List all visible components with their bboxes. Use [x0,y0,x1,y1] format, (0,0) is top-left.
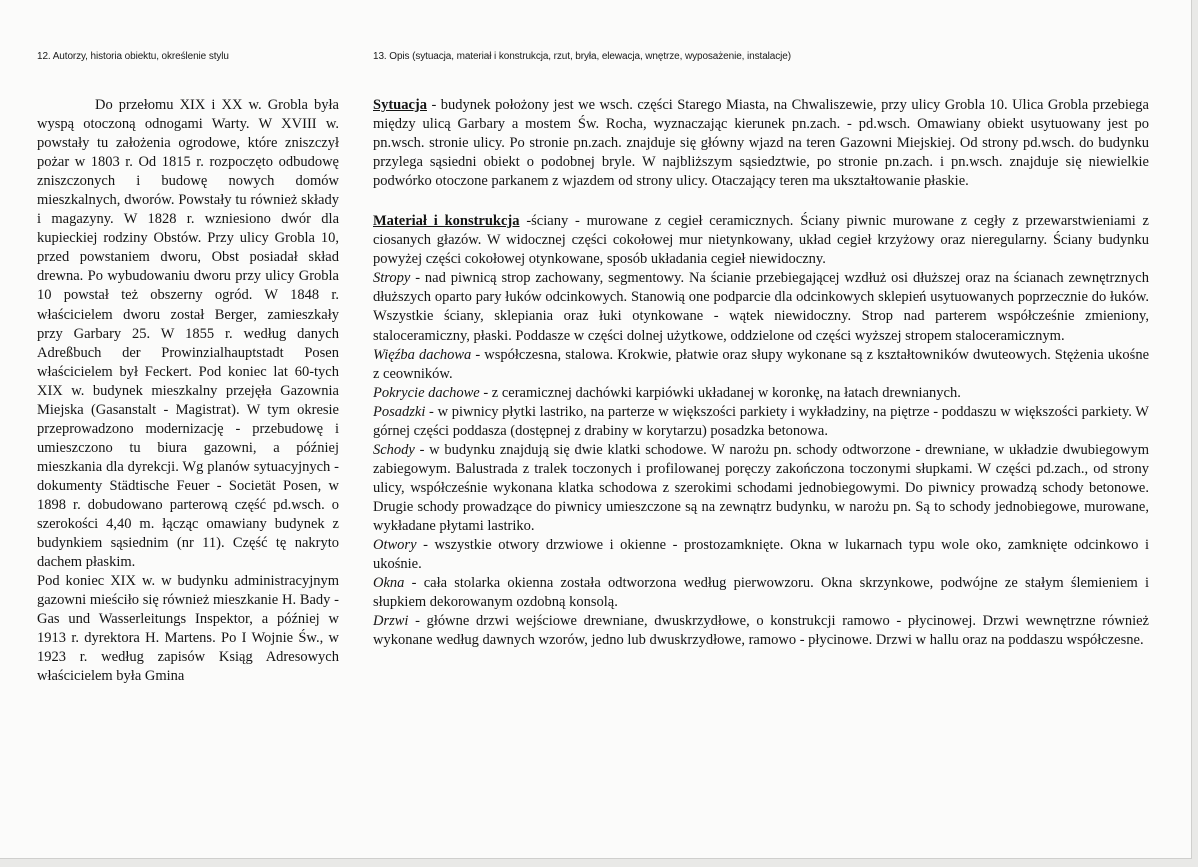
pokrycie-label: Pokrycie dachowe [373,384,480,401]
stropy-paragraph [373,269,1149,345]
drzwi-paragraph [373,612,1149,650]
okna-paragraph [373,574,1149,612]
okna-label: Okna [373,575,405,592]
history-paragraph-1: Do przełomu XIX i XX w. Grobla była wyspą otoczoną odnogami Warty. W XVIII w. powstały tu założenia ogrodowe, które zniszczył pożar w 1803 r. Od 1815 r. rozpoczęto odbudowę zniszczonych i budowę nowych domów mieszkalnych, dworów. Powstały tu również składy i magazyny. W 1828 r. wzniesiono dwór dla kupieckiej rodziny Obstów. Przy ulicy Grobla 10, przed powstaniem dworu, Obst posiadał skład drewna. Po wybudowaniu dworu przy ulicy Grobla 10 powstał też obszerny ogród. W 1848 r. właścicielem dworu został Berger, zamieszkały przy Garbary 25. W 1855 r. według danych Adreßbuch der Prowinzialhauptstadt Posen właścicielem był Feckert. Pod koniec lat 60-tych XIX w. budynek mieszkalny przejęła Gazownia Miejska (Gasanstalt - Magistrat). W tym okresie przeprowadzono modernizację - przebudowę i umieszczono tu biura gazowni, a później mieszkania dla dyrekcji. Wg planów sytuacyjnych - dokumenty Städtische Feuer - Societät Posen, w 1898 r. dobudowano parterową część pd.wsch. o szerokości 4,40 m. łącząc omawiany budynek z budynkiem sąsiednim (nr 11). Część tę nakryto dachem płaskim. [37,97,339,571]
schody-paragraph [373,441,1149,536]
sytuacja-text: - budynek położony jest we wsch. części Starego Miasta, na Chwaliszewie, przy ulicy Grobla 10. Ulica Grobla przebiega między ulicą Garbary a mostem Św. Rocha, wyznaczając kierunek pn.zach. - pd.wsch. Omawiany obiekt usytuowany jest po pn.wsch. stronie ulicy. Po stronie pn.zach. znajduje się główny wjazd na teren Gazowni Miejskiej. Od strony pd.wsch. do budynku przylega sąsiedni obiekt o podobnej bryle. W najbliższym sąsiedztwie, po stronie pn.zach. i pn.wsch. znajduje się niewielkie podwórko otoczone parkanem z wjazdem od strony ulicy. Otaczający teren ma ukształtowanie płaskie. [373,97,1149,190]
otwory-label: Otwory [373,537,417,554]
wiezba-label: Więźba dachowa [373,346,472,363]
section-12-header: 12. Autorzy, historia obiektu, określenie stylu [37,51,229,62]
schody-label: Schody [373,441,415,458]
material-heading: Materiał i konstrukcja [373,213,520,230]
material-text: -ściany - murowane z cegieł ceramicznych. Ściany piwnic murowane z cegły z przewarstwieniami z ciosanych głazów. W widocznej części cokołowej mur nietynkowany, układ cegieł krzyżowy oraz nieregularny. Ściany budynku powyżej części cokołowej otynkowane, sposób układania cegieł niewidoczny. [373,213,1149,268]
sytuacja-heading: Sytuacja [373,97,427,113]
schody-text: - w budynku znajdują się dwie klatki schodowe. W narożu pn. schody odtworzone - drewniane, w układzie dwubiegowym zabiegowym. Balustrada z tralek toczonych i profilowanej poręczy zakończona toczonymi słupkami. W części pd.zach., od strony ulicy, współcześnie wykonana klatka schodowa z szerokimi schodami jednobiegowymi. Do piwnicy prowadzą schody betonowe. Drugie schody prowadzące do piwnicy umieszczone są na zewnątrz budynku, w narożu pn. Są to schody jednobiegowe, murowane, wykładane płytami lastriko. [373,441,1149,534]
posadzki-label: Posadzki [373,403,426,420]
stropy-label: Stropy [373,270,411,287]
posadzki-text: - w piwnicy płytki lastriko, na parterze w większości parkiety i wykładziny, na piętrze - poddaszu w większości parkiety. W górnej części poddasza (dostępnej z drabiny w korytarzu) posadzka betonowa. [373,403,1149,439]
sytuacja-paragraph [373,96,1149,191]
drzwi-label: Drzwi [373,613,409,630]
description-column [373,96,1149,650]
wiezba-paragraph [373,346,1149,384]
history-paragraph-2: Pod koniec XIX w. w budynku administracyjnym gazowni mieściło się również mieszkanie H. Bady - Gas und Wasserleitungs Inspektor, a później w 1913 r. dyrektora H. Martens. Po I Wojnie Św., w 1923 r. według zapisów Ksiąg Adresowych właścicielem była Gmina [37,573,339,685]
pokrycie-text: - z ceramicznej dachówki karpiówki układanej w koronkę, na łatach drewnianych. [479,384,961,401]
history-column [37,96,339,686]
drzwi-text: - główne drzwi wejściowe drewniane, dwuskrzydłowe, o konstrukcji ramowo - płycinowej. Drzwi wewnętrzne również wykonane według dawnych wzorów, jedno lub dwuskrzydłowe, ramowo - płycinowe. Drzwi w hallu oraz na poddaszu współczesne. [373,613,1149,649]
okna-text: - cała stolarka okienna została odtworzona według pierwowzoru. Okna skrzynkowe, podwójne ze stałym ślemieniem i słupkiem dekorowanym ozdobną konsolą. [373,575,1149,611]
otwory-text: - wszystkie otwory drzwiowe i okienne - prostozamknięte. Okna w lukarnach typu wole oko, zamknięte odcinkowo i ukośnie. [373,537,1149,573]
posadzki-paragraph [373,403,1149,441]
section-13-header: 13. Opis (sytuacja, materiał i konstrukcja, rzut, bryła, elewacja, wnętrze, wyposażenie, instalacje) [373,51,791,62]
material-paragraph [373,212,1149,269]
wiezba-text: - współczesna, stalowa. Krokwie, płatwie oraz słupy wykonane są z kształtowników dwuteowych. Stężenia ukośne z ceowników. [373,346,1150,382]
otwory-paragraph [373,536,1149,574]
pokrycie-paragraph [373,384,1149,403]
stropy-text: - nad piwnicą strop zachowany, segmentowy. Na ścianie przebiegającej wzdłuż osi dłuższej oraz na ścianach zewnętrznych dłuższych oparto pary łuków odcinkowych. Stanowią one podparcie dla odcinkowych sklepień usytuowanych poprzecznie do łuków. Wszystkie ściany, sklepiania oraz łuki otynkowane - wątek niewidoczny. Strop nad parterem współcześnie zmieniony, staloceramiczny, płaski. Poddasze w części dolnej użytkowe, oddzielone od części wyższej stropem staloceramicznym. [373,270,1149,344]
